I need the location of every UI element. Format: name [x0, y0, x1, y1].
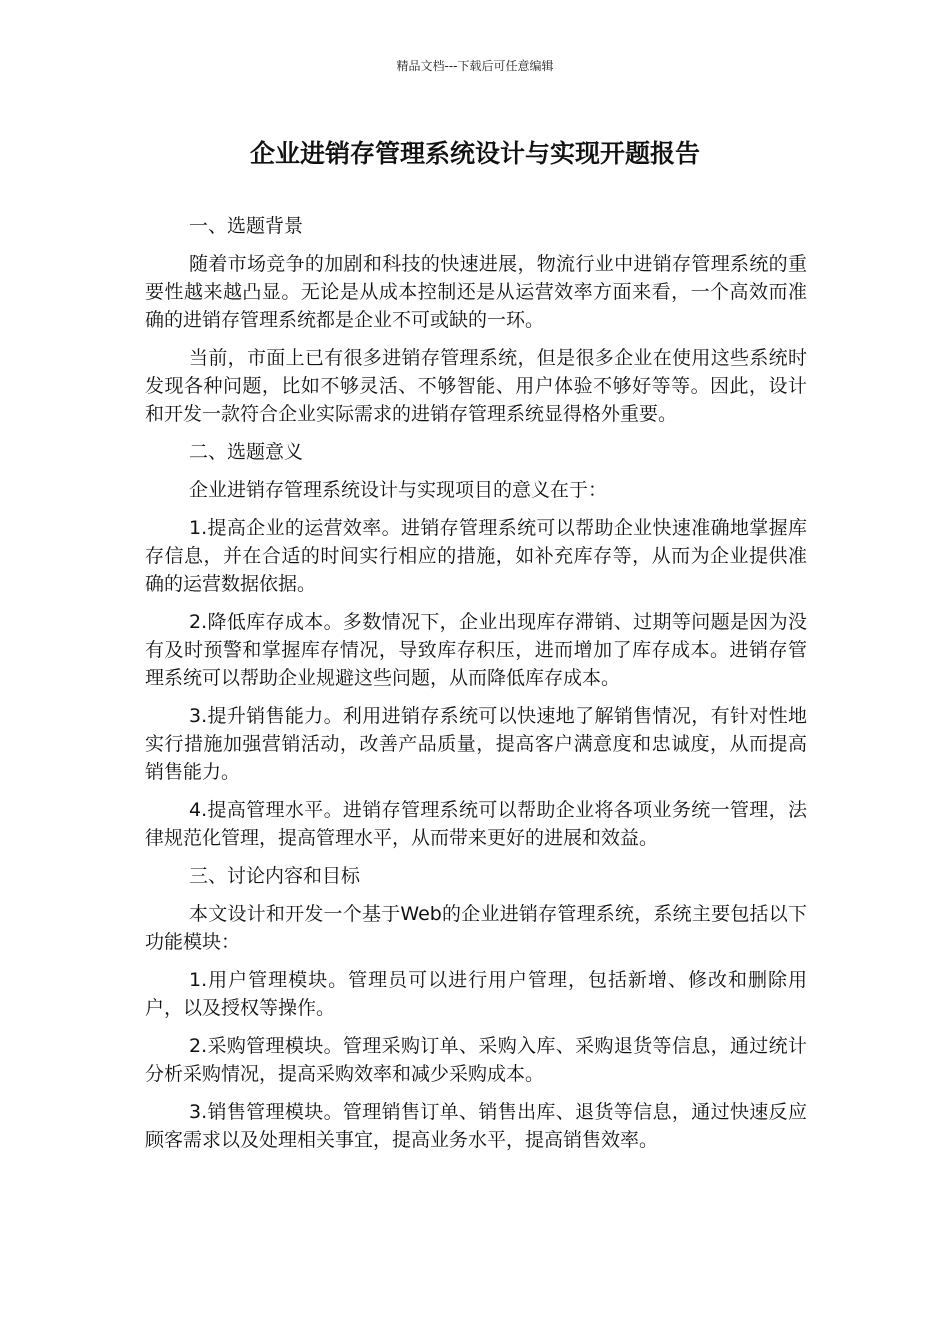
paragraph-significance-2: 2.降低库存成本。多数情况下，企业出现库存滞销、过期等问题是因为没有及时预警和掌握库存情况，导致库存积压，进而增加了库存成本。进销存管理系统可以帮助企业规避这些问题，从而降低库存成本。: [145, 611, 807, 689]
paragraph-module-user: 1.用户管理模块。管理员可以进行用户管理，包括新增、修改和删除用户，以及授权等操作。: [145, 969, 807, 1019]
paragraph-background-2: 当前，市面上已有很多进销存管理系统，但是很多企业在使用这些系统时发现各种问题，比如不够灵活、不够智能、用户体验不够好等等。因此，设计和开发一款符合企业实际需求的进销存管理系统显得格外重要。: [145, 347, 807, 425]
paragraph-significance-4: 4.提高管理水平。进销存管理系统可以帮助企业将各项业务统一管理，法律规范化管理，提高管理水平，从而带来更好的进展和效益。: [145, 799, 807, 849]
section-heading-background: 一、选题背景: [189, 215, 304, 237]
paragraph-significance-3: 3.提升销售能力。利用进销存系统可以快速地了解销售情况，有针对性地实行措施加强营销活动，改善产品质量，提高客户满意度和忠诚度，从而提高销售能力。: [145, 705, 807, 783]
document-body: [145, 212, 807, 1164]
header-note: 精品文档---下载后可任意编辑: [396, 59, 554, 73]
paragraph-significance-intro: 企业进销存管理系统设计与实现项目的意义在于：: [189, 479, 608, 501]
paragraph-module-sales: 3.销售管理模块。管理销售订单、销售出库、退货等信息，通过快速反应顾客需求以及处理相关事宜，提高业务水平，提高销售效率。: [145, 1101, 807, 1151]
section-heading-research: 三、讨论内容和目标: [189, 865, 361, 887]
paragraph-module-purchase: 2.采购管理模块。管理采购订单、采购入库、采购退货等信息，通过统计分析采购情况，提高采购效率和减少采购成本。: [145, 1035, 807, 1085]
document-title: 企业进销存管理系统设计与实现开题报告: [249, 139, 700, 168]
paragraph-research-intro: 本文设计和开发一个基于Web的企业进销存管理系统，系统主要包括以下功能模块：: [145, 903, 807, 953]
paragraph-background-1: 随着市场竞争的加剧和科技的快速进展，物流行业中进销存管理系统的重要性越来越凸显。无论是从成本控制还是从运营效率方面来看，一个高效而准确的进销存管理系统都是企业不可或缺的一环。: [145, 253, 807, 331]
section-heading-significance: 二、选题意义: [189, 441, 304, 463]
paragraph-significance-1: 1.提高企业的运营效率。进销存管理系统可以帮助企业快速准确地掌握库存信息，并在合适的时间实行相应的措施，如补充库存等，从而为企业提供准确的运营数据依据。: [145, 517, 807, 595]
